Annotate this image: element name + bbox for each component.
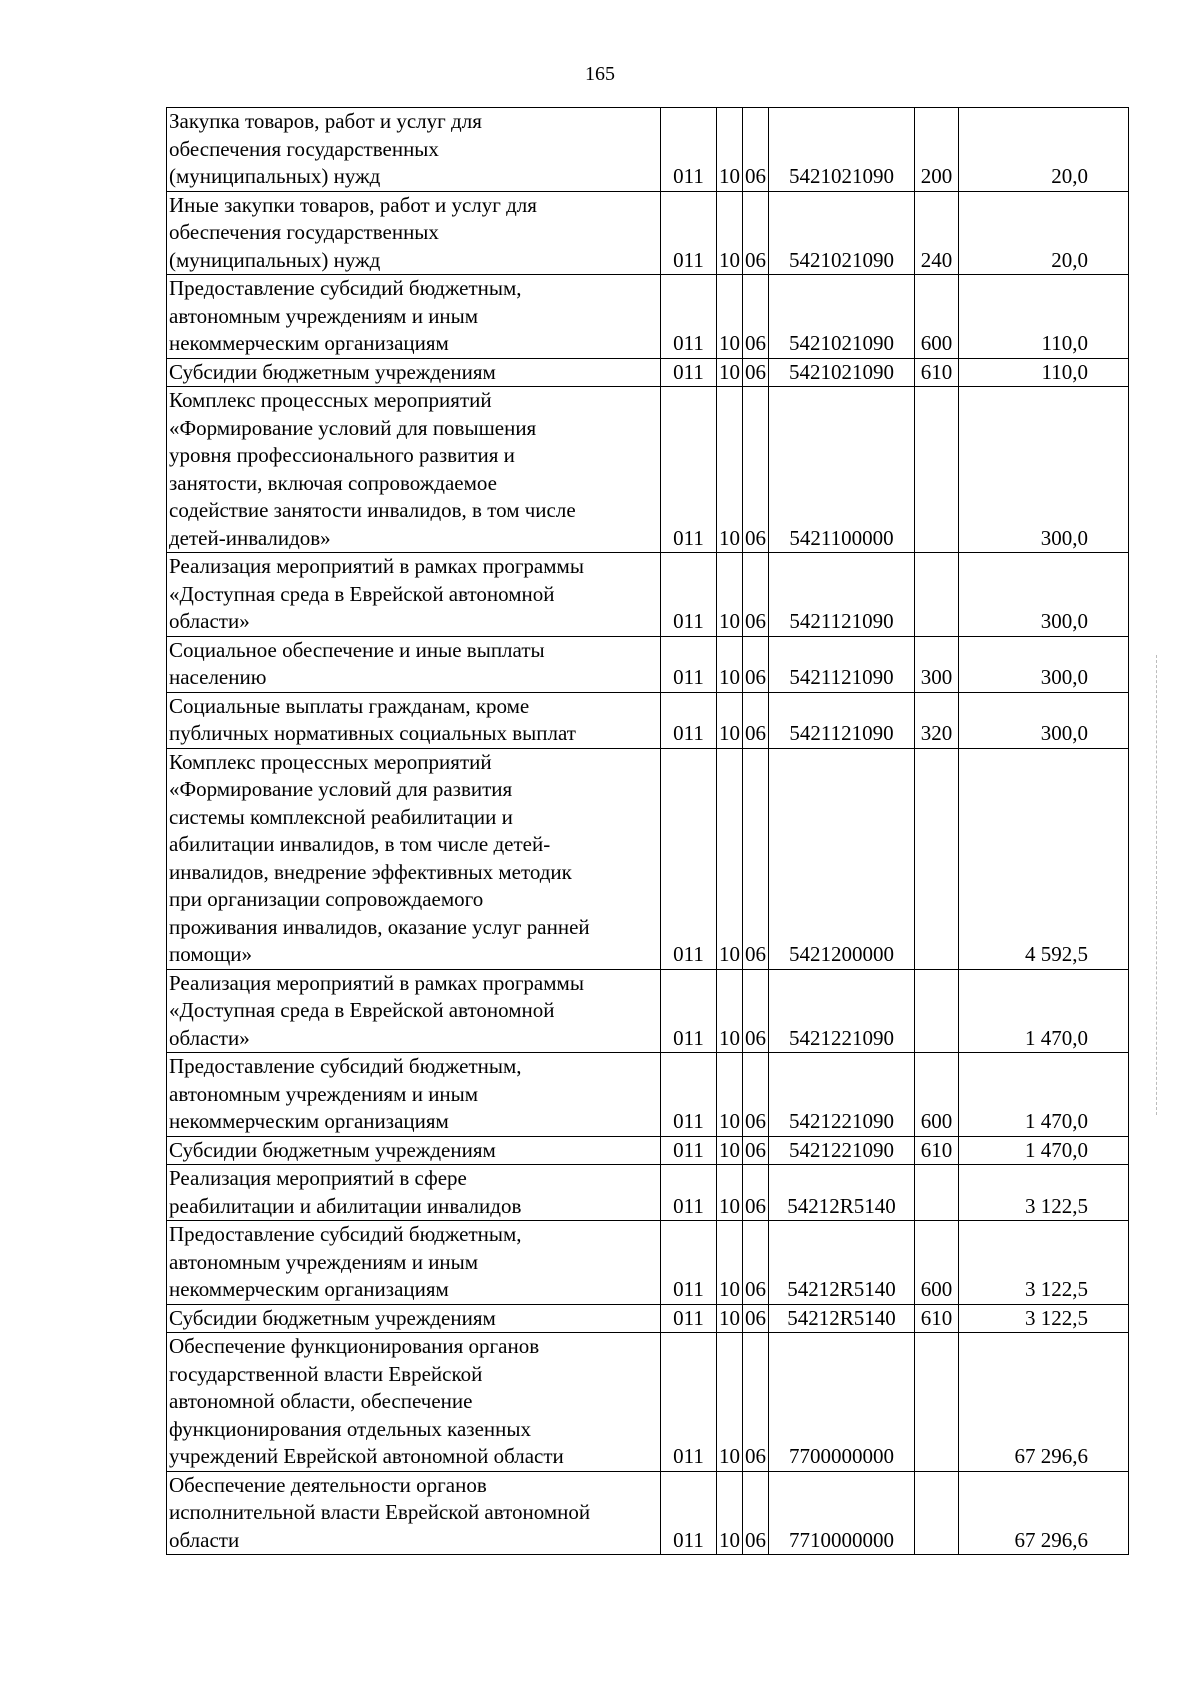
section-code: 10	[717, 1165, 743, 1221]
expense-type-code	[915, 387, 959, 553]
target-article-code: 7700000000	[769, 1333, 915, 1472]
subsection-code: 06	[743, 1304, 769, 1333]
expense-type-code: 300	[915, 636, 959, 692]
target-article-code: 5421100000	[769, 387, 915, 553]
grbs-code: 011	[661, 275, 717, 359]
row-name-line: некоммерческим организациям	[169, 1109, 449, 1133]
table-row	[167, 1053, 1129, 1137]
subsection-code: 06	[743, 108, 769, 192]
row-name-line: области	[169, 1527, 240, 1552]
row-name-line: системы комплексной реабилитации и	[169, 804, 513, 829]
row-name-line: (муниципальных) нужд	[169, 164, 381, 188]
row-name-line: исполнительной власти Еврейской автономной	[169, 1500, 591, 1524]
target-article-code: 5421200000	[769, 748, 915, 969]
subsection-code: 06	[743, 1333, 769, 1472]
amount: 3 122,5	[959, 1221, 1129, 1305]
expense-type-code: 600	[915, 1221, 959, 1305]
subsection-code: 06	[743, 636, 769, 692]
row-name	[167, 748, 661, 969]
row-name	[167, 1165, 661, 1221]
margin-scan-mark	[1156, 655, 1157, 1115]
subsection-code: 06	[743, 1165, 769, 1221]
target-article-code: 5421221090	[769, 969, 915, 1053]
row-name-line: инвалидов, внедрение эффективных методик	[169, 859, 572, 884]
amount: 3 122,5	[959, 1165, 1129, 1221]
target-article-code: 5421121090	[769, 636, 915, 692]
subsection-code: 06	[743, 1136, 769, 1165]
row-name-line: Реализация мероприятий в рамках программы	[169, 970, 584, 995]
expense-type-code: 600	[915, 1053, 959, 1137]
table-row	[167, 358, 1129, 387]
table-row	[167, 1304, 1129, 1333]
section-code: 10	[717, 969, 743, 1053]
section-code: 10	[717, 191, 743, 275]
section-code: 10	[717, 1053, 743, 1137]
amount: 1 470,0	[959, 1136, 1129, 1165]
amount: 4 592,5	[959, 748, 1129, 969]
amount: 300,0	[959, 692, 1129, 748]
row-name-line: занятости, включая сопровождаемое	[169, 470, 497, 495]
table-row	[167, 748, 1129, 969]
row-name-line: при организации сопровождаемого	[169, 887, 484, 911]
subsection-code: 06	[743, 969, 769, 1053]
amount: 20,0	[959, 108, 1129, 192]
row-name-line: Субсидии бюджетным учреждениям	[169, 1305, 496, 1330]
row-name-line: Обеспечение деятельности органов	[169, 1472, 487, 1497]
row-name-line: Комплекс процессных мероприятий	[169, 749, 492, 774]
row-name-line: автономной области, обеспечение	[169, 1389, 473, 1413]
row-name-line: Иные закупки товаров, работ и услуг для	[169, 192, 537, 217]
row-name-line: (муниципальных) нужд	[169, 247, 381, 272]
row-name-line: «Формирование условий для развития	[169, 777, 513, 801]
row-name-line: «Доступная среда в Еврейской автономной	[169, 998, 555, 1022]
row-name-line: населению	[169, 665, 267, 689]
expense-type-code: 600	[915, 275, 959, 359]
table-row	[167, 1221, 1129, 1305]
target-article-code: 5421221090	[769, 1136, 915, 1165]
target-article-code: 5421221090	[769, 1053, 915, 1137]
row-name	[167, 692, 661, 748]
row-name-line: содействие занятости инвалидов, в том числе	[169, 498, 576, 522]
row-name-line: реабилитации и абилитации инвалидов	[169, 1193, 522, 1218]
row-name-line: детей-инвалидов»	[169, 525, 331, 550]
row-name-line: Предоставление субсидий бюджетным,	[169, 1222, 522, 1246]
amount: 110,0	[959, 358, 1129, 387]
row-name	[167, 275, 661, 359]
section-code: 10	[717, 358, 743, 387]
grbs-code: 011	[661, 191, 717, 275]
table-row	[167, 1333, 1129, 1472]
subsection-code: 06	[743, 748, 769, 969]
row-name-line: Предоставление субсидий бюджетным,	[169, 276, 522, 300]
section-code: 10	[717, 1304, 743, 1333]
row-name-line: области»	[169, 609, 250, 633]
row-name-line: государственной власти Еврейской	[169, 1361, 483, 1386]
section-code: 10	[717, 1136, 743, 1165]
target-article-code: 5421121090	[769, 553, 915, 637]
table-row	[167, 553, 1129, 637]
subsection-code: 06	[743, 1053, 769, 1137]
grbs-code: 011	[661, 108, 717, 192]
amount: 3 122,5	[959, 1304, 1129, 1333]
row-name-line: функционирования отдельных казенных	[169, 1416, 532, 1441]
grbs-code: 011	[661, 969, 717, 1053]
table-row	[167, 191, 1129, 275]
expense-type-code	[915, 1333, 959, 1472]
row-name-line: уровня профессионального развития и	[169, 443, 515, 467]
amount: 300,0	[959, 553, 1129, 637]
section-code: 10	[717, 553, 743, 637]
subsection-code: 06	[743, 358, 769, 387]
table-row	[167, 1471, 1129, 1555]
row-name-line: Реализация мероприятий в рамках программы	[169, 554, 584, 578]
row-name	[167, 1333, 661, 1472]
expense-type-code: 610	[915, 1136, 959, 1165]
grbs-code: 011	[661, 1165, 717, 1221]
row-name-line: автономным учреждениям и иным	[169, 1249, 479, 1274]
row-name	[167, 969, 661, 1053]
target-article-code: 5421021090	[769, 275, 915, 359]
subsection-code: 06	[743, 553, 769, 637]
row-name-line: «Формирование условий для повышения	[169, 415, 537, 440]
page-number: 165	[585, 63, 615, 85]
grbs-code: 011	[661, 358, 717, 387]
amount: 20,0	[959, 191, 1129, 275]
row-name-line: автономным учреждениям и иным	[169, 1081, 479, 1106]
row-name	[167, 1304, 661, 1333]
row-name-line: Предоставление субсидий бюджетным,	[169, 1054, 522, 1078]
grbs-code: 011	[661, 1471, 717, 1555]
target-article-code: 54212R5140	[769, 1304, 915, 1333]
expense-type-code: 240	[915, 191, 959, 275]
target-article-code: 5421021090	[769, 108, 915, 192]
row-name-line: Комплекс процессных мероприятий	[169, 388, 492, 412]
row-name-line: Субсидии бюджетным учреждениям	[169, 1137, 496, 1162]
section-code: 10	[717, 108, 743, 192]
subsection-code: 06	[743, 1221, 769, 1305]
table-row	[167, 1165, 1129, 1221]
section-code: 10	[717, 748, 743, 969]
row-name	[167, 1136, 661, 1165]
section-code: 10	[717, 1471, 743, 1555]
row-name	[167, 1221, 661, 1305]
table-row	[167, 969, 1129, 1053]
row-name	[167, 553, 661, 637]
budget-table	[166, 107, 1129, 1555]
target-article-code: 54212R5140	[769, 1221, 915, 1305]
expense-type-code	[915, 969, 959, 1053]
expense-type-code: 610	[915, 1304, 959, 1333]
subsection-code: 06	[743, 275, 769, 359]
row-name-line: Социальное обеспечение и иные выплаты	[169, 637, 545, 662]
expense-type-code	[915, 748, 959, 969]
grbs-code: 011	[661, 748, 717, 969]
expense-type-code: 610	[915, 358, 959, 387]
subsection-code: 06	[743, 191, 769, 275]
grbs-code: 011	[661, 387, 717, 553]
grbs-code: 011	[661, 1136, 717, 1165]
section-code: 10	[717, 275, 743, 359]
row-name-line: учреждений Еврейской автономной области	[169, 1444, 564, 1468]
row-name	[167, 1471, 661, 1555]
section-code: 10	[717, 1221, 743, 1305]
table-row	[167, 387, 1129, 553]
row-name	[167, 1053, 661, 1137]
amount: 300,0	[959, 387, 1129, 553]
row-name-line: Закупка товаров, работ и услуг для	[169, 109, 482, 133]
row-name-line: некоммерческим организациям	[169, 1277, 449, 1301]
row-name-line: «Доступная среда в Еврейской автономной	[169, 581, 555, 606]
row-name-line: автономным учреждениям и иным	[169, 303, 479, 328]
section-code: 10	[717, 692, 743, 748]
expense-type-code: 320	[915, 692, 959, 748]
target-article-code: 54212R5140	[769, 1165, 915, 1221]
row-name	[167, 191, 661, 275]
amount: 110,0	[959, 275, 1129, 359]
expense-type-code	[915, 1165, 959, 1221]
row-name	[167, 108, 661, 192]
amount: 1 470,0	[959, 1053, 1129, 1137]
table-row	[167, 636, 1129, 692]
row-name-line: обеспечения государственных	[169, 136, 439, 161]
grbs-code: 011	[661, 636, 717, 692]
amount: 300,0	[959, 636, 1129, 692]
grbs-code: 011	[661, 1304, 717, 1333]
grbs-code: 011	[661, 1221, 717, 1305]
section-code: 10	[717, 636, 743, 692]
expense-type-code	[915, 1471, 959, 1555]
budget-table-body	[167, 108, 1129, 1555]
row-name	[167, 358, 661, 387]
row-name-line: публичных нормативных социальных выплат	[169, 721, 576, 745]
target-article-code: 7710000000	[769, 1471, 915, 1555]
row-name-line: Субсидии бюджетным учреждениям	[169, 359, 496, 384]
row-name-line: абилитации инвалидов, в том числе детей-	[169, 832, 551, 856]
row-name-line: некоммерческим организациям	[169, 331, 449, 355]
section-code: 10	[717, 387, 743, 553]
grbs-code: 011	[661, 1333, 717, 1472]
expense-type-code: 200	[915, 108, 959, 192]
target-article-code: 5421021090	[769, 191, 915, 275]
row-name-line: обеспечения государственных	[169, 220, 439, 244]
row-name-line: проживания инвалидов, оказание услуг ранней	[169, 914, 590, 939]
row-name	[167, 387, 661, 553]
subsection-code: 06	[743, 692, 769, 748]
row-name-line: Реализация мероприятий в сфере	[169, 1166, 467, 1190]
table-row	[167, 275, 1129, 359]
expense-type-code	[915, 553, 959, 637]
amount: 1 470,0	[959, 969, 1129, 1053]
row-name-line: помощи»	[169, 942, 253, 966]
target-article-code: 5421021090	[769, 358, 915, 387]
subsection-code: 06	[743, 387, 769, 553]
table-row	[167, 1136, 1129, 1165]
grbs-code: 011	[661, 1053, 717, 1137]
row-name-line: области»	[169, 1025, 250, 1050]
row-name-line: Обеспечение функционирования органов	[169, 1334, 540, 1358]
subsection-code: 06	[743, 1471, 769, 1555]
table-row	[167, 108, 1129, 192]
row-name	[167, 636, 661, 692]
row-name-line: Социальные выплаты гражданам, кроме	[169, 693, 530, 718]
section-code: 10	[717, 1333, 743, 1472]
table-row	[167, 692, 1129, 748]
grbs-code: 011	[661, 553, 717, 637]
grbs-code: 011	[661, 692, 717, 748]
amount: 67 296,6	[959, 1471, 1129, 1555]
amount: 67 296,6	[959, 1333, 1129, 1472]
target-article-code: 5421121090	[769, 692, 915, 748]
